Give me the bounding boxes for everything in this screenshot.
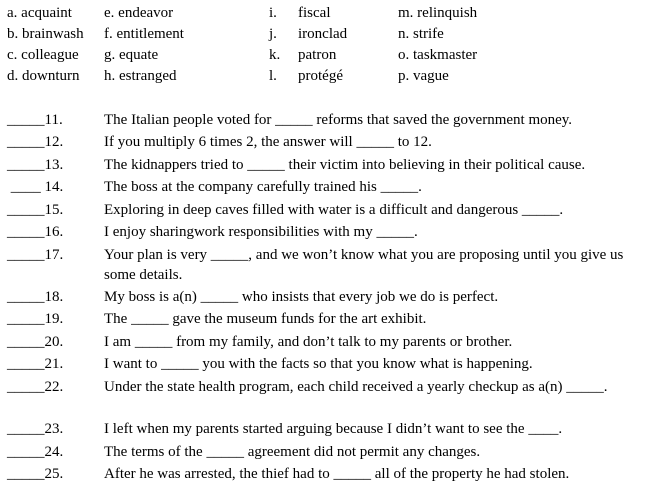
question-text: The Italian people voted for _____ reforms that saved the government money. (104, 112, 573, 128)
answer-blank-number[interactable]: _____20. (7, 334, 64, 350)
question-text: The _____ gave the museum funds for the art exhibit. (104, 311, 427, 327)
answer-blank-number[interactable]: _____15. (7, 202, 64, 218)
word-bank-entry: a. acquaint (7, 5, 72, 21)
question-text: I want to _____ you with the facts so that you know what is happening. (104, 356, 533, 372)
answer-blank-number[interactable]: _____22. (7, 379, 64, 395)
word-bank-entry: n. strife (398, 26, 444, 42)
answer-blank-number[interactable]: _____21. (7, 356, 64, 372)
word-bank-entry: f. entitlement (104, 26, 184, 42)
answer-blank-number[interactable]: _____17. (7, 247, 64, 263)
question-text: Your plan is very _____, and we won’t know what you are proposing until you give us some details. (104, 247, 624, 283)
question-text: My boss is a(n) _____ who insists that every job we do is perfect. (104, 289, 499, 305)
word-bank-entry: k. (269, 47, 281, 63)
word-bank-entry: patron (298, 47, 337, 63)
word-bank-entry: i. (269, 5, 277, 21)
answer-blank-number[interactable]: _____23. (7, 421, 64, 437)
question-text: If you multiply 6 times 2, the answer will _____ to 12. (104, 134, 432, 150)
word-bank-entry: o. taskmaster (398, 47, 478, 63)
answer-blank-number[interactable]: _____12. (7, 134, 64, 150)
word-bank-entry: h. estranged (104, 68, 177, 84)
word-bank-entry: ironclad (298, 26, 348, 42)
question-text: I left when my parents started arguing because I didn’t want to see the ____. (104, 421, 563, 437)
answer-blank-number[interactable]: _____24. (7, 444, 64, 460)
question-text: The kidnappers tried to _____ their victim into believing in their political cause. (104, 157, 586, 173)
question-text: I enjoy sharingwork responsibilities with my _____. (104, 224, 418, 240)
answer-blank-number[interactable]: ____ 14. (7, 179, 64, 195)
question-text: Exploring in deep caves filled with water is a difficult and dangerous _____. (104, 202, 564, 218)
answer-blank-number[interactable]: _____16. (7, 224, 64, 240)
word-bank-entry: d. downturn (7, 68, 80, 84)
word-bank-entry: l. (269, 68, 277, 84)
question-text: The boss at the company carefully trained his _____. (104, 179, 422, 195)
answer-blank-number[interactable]: _____11. (7, 112, 63, 128)
word-bank-entry: m. relinquish (398, 5, 478, 21)
word-bank-entry: b. brainwash (7, 26, 84, 42)
question-text: After he was arrested, the thief had to _____ all of the property he had stolen. (104, 466, 570, 482)
word-bank-entry: j. (269, 26, 277, 42)
word-bank-entry: protégé (298, 68, 343, 84)
question-text: I am _____ from my family, and don’t talk to my parents or brother. (104, 334, 513, 350)
word-bank-entry: e. endeavor (104, 5, 174, 21)
word-bank-entry: p. vague (398, 68, 449, 84)
question-text: Under the state health program, each child received a yearly checkup as a(n) _____. (104, 379, 608, 395)
question-text: The terms of the _____ agreement did not permit any changes. (104, 444, 481, 460)
answer-blank-number[interactable]: _____13. (7, 157, 64, 173)
answer-blank-number[interactable]: _____19. (7, 311, 64, 327)
word-bank-entry: fiscal (298, 5, 331, 21)
answer-blank-number[interactable]: _____18. (7, 289, 64, 305)
answer-blank-number[interactable]: _____25. (7, 466, 64, 482)
word-bank-entry: c. colleague (7, 47, 79, 63)
word-bank-entry: g. equate (104, 47, 159, 63)
